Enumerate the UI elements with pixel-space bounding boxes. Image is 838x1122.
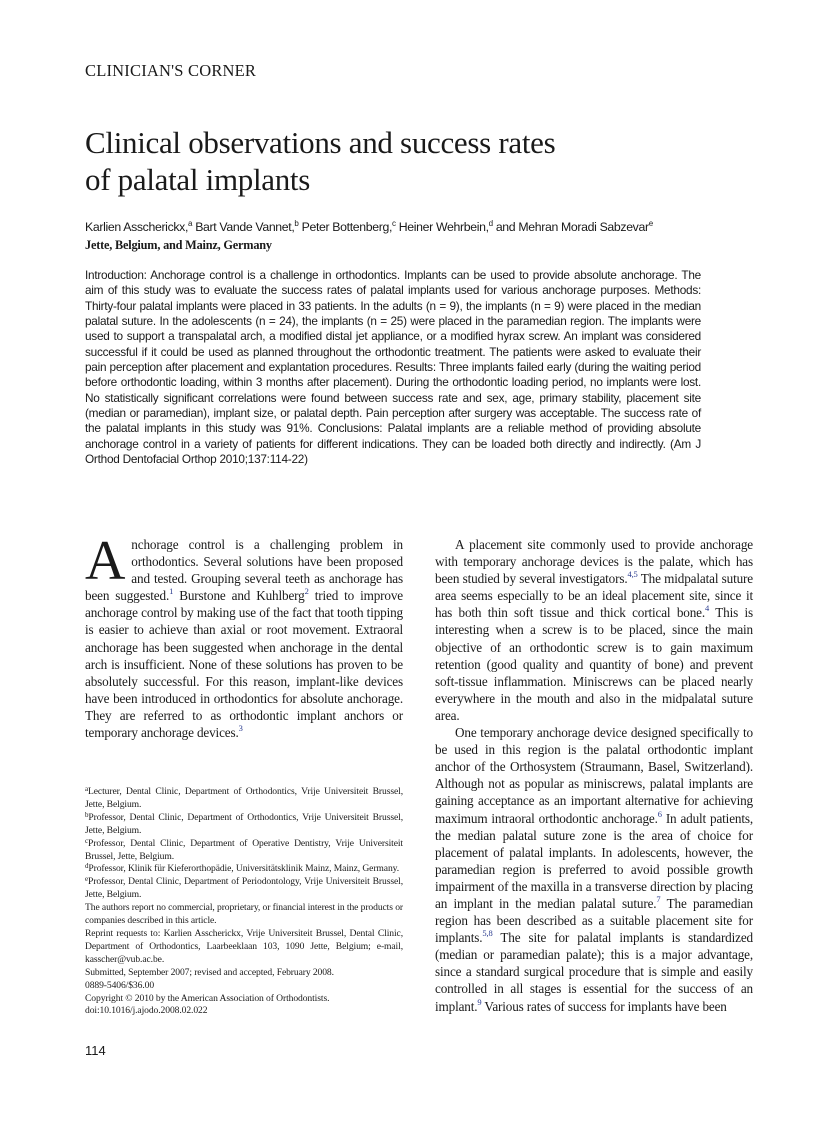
footnote-item [85,902,403,928]
body-text: The site for palatal implants is standardized (median or paramedian palate); this is a major advantage, since a standard surgical procedure that is simple and easily controlled in all stages is essential for the success of an implant. [435,930,753,1014]
author-name: Heiner Wehrbein, [395,220,489,235]
reference-citation[interactable]: 7 [656,893,661,904]
author-list [85,219,775,234]
footnotes [85,786,403,1018]
footnote-text: Reprint requests to: Karlien Asscherickx, Vrije Universiteit Brussel, Dental Clinic, Department of Orthodontics, Laarbeeklaan 103, 1090 Jette, Belgium; e-mail, kasscher@vub.ac.be. [85,927,403,965]
body-paragraph [85,530,403,741]
reference-citation[interactable]: 4,5 [627,569,638,580]
footnote-text: doi:10.1016/j.ajodo.2008.02.022 [85,1005,208,1017]
section-label: CLINICIAN'S CORNER [85,61,257,80]
footnote-text: Professor, Klinik für Kieferorthopädie, Universitätsklinik Mainz, Mainz, Germany. [88,863,400,875]
author-location: Jette, Belgium, and Mainz, Germany [85,238,272,252]
footnote-text: Professor, Dental Clinic, Department of Orthodontics, Vrije Universiteit Brussel, Jette, Belgium. [85,811,403,836]
body-text: Burstone and Kuhlberg [173,588,305,604]
body-paragraph [435,536,753,724]
body-right-column [435,536,753,1015]
footnote-text: Professor, Dental Clinic, Department of Operative Dentistry, Vrije Universiteit Brussel, Jette, Belgium. [85,837,403,862]
footnote-item [85,838,403,864]
reference-citation[interactable]: 2 [304,586,309,597]
title-line-2: of palatal implants [85,162,311,197]
footnote-mark: a [85,785,89,793]
author-affiliation-mark: b [294,219,299,228]
title-line-1: Clinical observations and success rates [85,125,556,160]
body-text: This is interesting when a screw is to be placed, since the main objective of an orthodontic screw is to gain maximum retention (good quality and quantity of bone) and prevent soft-tissue inflammation. Miniscrews can be placed nearly everywhere in the mouth and also in the midpalatal suture area. [435,605,753,723]
reference-citation[interactable]: 4 [705,603,710,614]
body-text: One temporary anchorage device designed specifically to be used in this region is the palatal orthodontic implant anchor of the Orthosystem (Straumann, Basel, Switzerland). Although not as popular as miniscrews, palatal implants are gaining acceptance as an important alternative for achieving maximum intraoral orthodontic anchorage. [435,725,753,826]
footnote-text: Copyright © 2010 by the American Association of Orthodontists. [85,992,330,1004]
reference-citation[interactable]: 9 [477,996,482,1007]
author-affiliation-mark: c [392,219,396,228]
author-name: Karlien Asscherickx, [85,220,189,235]
footnote-item [85,1005,403,1018]
footnote-item [85,786,403,812]
body-text: Various rates of success for implants have been [481,998,727,1014]
footnote-item [85,812,403,838]
body-text: The paramedian region has been described as a suitable placement site for implants. [435,895,753,946]
footnote-mark: e [85,875,89,884]
footnote-item [85,980,403,993]
author-affiliation-mark: d [488,219,493,228]
footnote-text: Submitted, September 2007; revised and accepted, February 2008. [85,966,334,978]
page-number: 114 [85,1043,106,1058]
footnote-item [85,876,403,902]
footnote-mark: b [85,810,89,819]
reference-citation[interactable]: 6 [657,808,662,819]
author-name: Bart Vande Vannet, [192,220,295,235]
body-text: tried to improve anchorage control by making use of the fact that tooth tipping is easier to achieve than axial or root movement. Extraoral anchorage has been suggested when anchorage in the dental arch is insufficient. None of these solutions has proven to be absolutely successful. For this reason, implant-like devices have been introduced in orthodontics for absolute anchorage. They are referred to as orthodontic implant anchors or temporary anchorage devices. [85,588,403,741]
footnote-text: Professor, Dental Clinic, Department of Periodontology, Vrije Universiteit Brussel, Jette, Belgium. [85,876,403,901]
reference-citation[interactable]: 3 [238,723,243,734]
author-affiliation-mark: a [188,219,193,228]
author-affiliation-mark: e [648,219,653,228]
footnote-item [85,993,403,1006]
abstract: Introduction: Anchorage control is a challenge in orthodontics. Implants can be used to provide absolute anchorage. The aim of this study was to evaluate the success rates of palatal implants used for various anchorage purposes. Methods: Thirty-four palatal implants were placed in 33 patients. In the adults (n = 9), the implants (n = 9) were placed in the median palatal suture. In the adolescents (n = 24), the implants (n = 25) were placed in the paramedian region. The implants were used to support a transpalatal arch, a modified distal jet appliance, or a modified hyrax screw. An implant was considered successful if it could be used as planned throughout the orthodontic treatment. The patients were asked to evaluate their pain perception after placement and explantation procedures. Results: Three implants failed early (during the waiting period before orthodontic loading, within 3 months after placement). During the orthodontic loading period, no implants were lost. No statistically significant correlations were found between success rate and sex, age, primary stability, placement site (median or paramedian), implant size, or palatal depth. Pain perception after surgery was acceptable. The success rate of the palatal implants in this study was 91%. Conclusions: Palatal implants are a reliable method of providing absolute anchorage control in a variety of patients for different indications. They can be loaded both directly and indirectly. (Am J Orthod Dentofacial Orthop 2010;137:114-22) [85,268,701,467]
author-name: Peter Bottenberg, [298,220,393,235]
footnote-text: The authors report no commercial, proprietary, or financial interest in the products or companies described in this article. [85,902,403,927]
body-text: A placement site commonly used to provide anchorage with temporary anchorage devices is the palate, which has been studied by several investigators. [435,537,753,587]
body-text: The midpalatal suture area seems especially to be an ideal placement site, since it has both thin soft tissue and thick cortical bone. [435,571,753,621]
footnote-mark: d [85,862,89,871]
footnote-item [85,863,403,876]
footnote-mark: c [85,836,89,845]
footnote-text: Lecturer, Dental Clinic, Department of Orthodontics, Vrije Universiteit Brussel, Jette, Belgium. [85,786,403,810]
reference-citation[interactable]: 1 [169,586,174,597]
footnote-item [85,967,403,980]
body-paragraph [435,724,753,1015]
footnote-text: 0889-5406/$36.00 [85,979,155,991]
drop-cap: A [85,530,126,592]
footnote-item [85,928,403,967]
body-left-column [85,530,403,741]
body-text: In adult patients, the median palatal suture zone is the area of choice for placement of palatal implants. In adolescents, however, the paramedian region is preferred to avoid possible growth impairment of the maxilla in a transverse direction by placing an implant in the median palatal suture. [435,810,753,911]
article-title [85,124,765,198]
reference-citation[interactable]: 5,8 [482,928,493,939]
body-text: nchorage control is a challenging problem in orthodontics. Several solutions have been proposed and tested. Grouping several teeth as anchorage has been suggested. [85,537,403,604]
author-name: and Mehran Moradi Sabzevar [492,220,649,235]
